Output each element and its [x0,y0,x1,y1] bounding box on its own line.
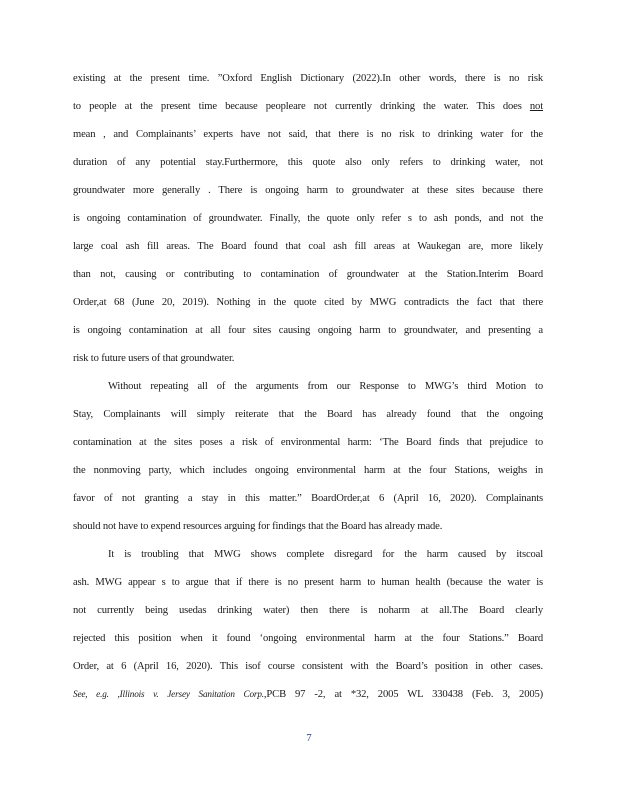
text-line: not currently being usedas drinking water) then there is noharm at all.The Board clearly [73,605,543,616]
citation-line [73,687,543,702]
text-line: ash. MWG appear s to argue that if there is no present harm to human health (because the water is [73,577,543,588]
text-line: duration of any potential stay.Furthermore, this quote also only refers to drinking water, not [73,157,543,168]
text-fragment: to people at the present time because peopleare not currently drinking the water. This does [73,101,530,112]
text-line: Stay, Complainants will simply reiterate that the Board has already found that the ongoing [73,409,543,420]
text-line: should not have to expend resources arguing for findings that the Board has already made. [73,521,443,532]
text-line: is ongoing contamination of groundwater. Finally, the quote only refer s to ash ponds, and not the [73,213,543,224]
text-line: favor of not granting a stay in this matter.” BoardOrder,at 6 (April 16, 2020). Complainants [73,493,543,504]
text-line: Order,at 68 (June 20, 2019). Nothing in the quote cited by MWG contradicts the fact that there [73,297,543,308]
text-line: It is troubling that MWG shows complete disregard for the harm caused by itscoal [108,549,543,560]
underlined-word: not [529,101,543,112]
text-line: large coal ash fill areas. The Board found that coal ash fill areas at Waukegan are, more likely [73,241,543,252]
text-line: groundwater more generally . There is ongoing harm to groundwater at these sites because there [73,185,543,196]
text-line: rejected this position when it found ‘ongoing environmental harm at the four Stations.” Board [73,633,543,644]
text-line: risk to future users of that groundwater. [73,353,235,364]
text-line: than not, causing or contributing to contamination of groundwater at the Station.Interim Board [73,269,543,280]
text-line: contamination at the sites poses a risk of environmental harm: ‘The Board finds that prejudice to [73,437,543,448]
text-line: Order, at 6 (April 16, 2020). This isof course consistent with the Board’s position in other cases. [73,661,543,672]
text-line [73,100,543,114]
text-line: is ongoing contamination at all four sites causing ongoing harm to groundwater, and presenting a [73,325,543,336]
text-line: mean , and Complainants’ experts have not said, that there is no risk to drinking water for the [73,129,543,140]
text-line: existing at the present time. ”Oxford English Dictionary (2022).In other words, there is no risk [73,73,543,84]
text-fragment: ,PCB 97 -2, at *32, 2005 WL 330438 (Feb. 3, 2005) [263,689,544,700]
text-line: the nonmoving party, which includes ongoing environmental harm at the four Stations, weighs in [73,465,543,476]
page-number: 7 [306,733,312,744]
text-line: Without repeating all of the arguments from our Response to MWG’s third Motion to [108,381,543,392]
case-citation: See, e.g. ,Illinois v. Jersey Sanitation Corp. [73,689,264,699]
